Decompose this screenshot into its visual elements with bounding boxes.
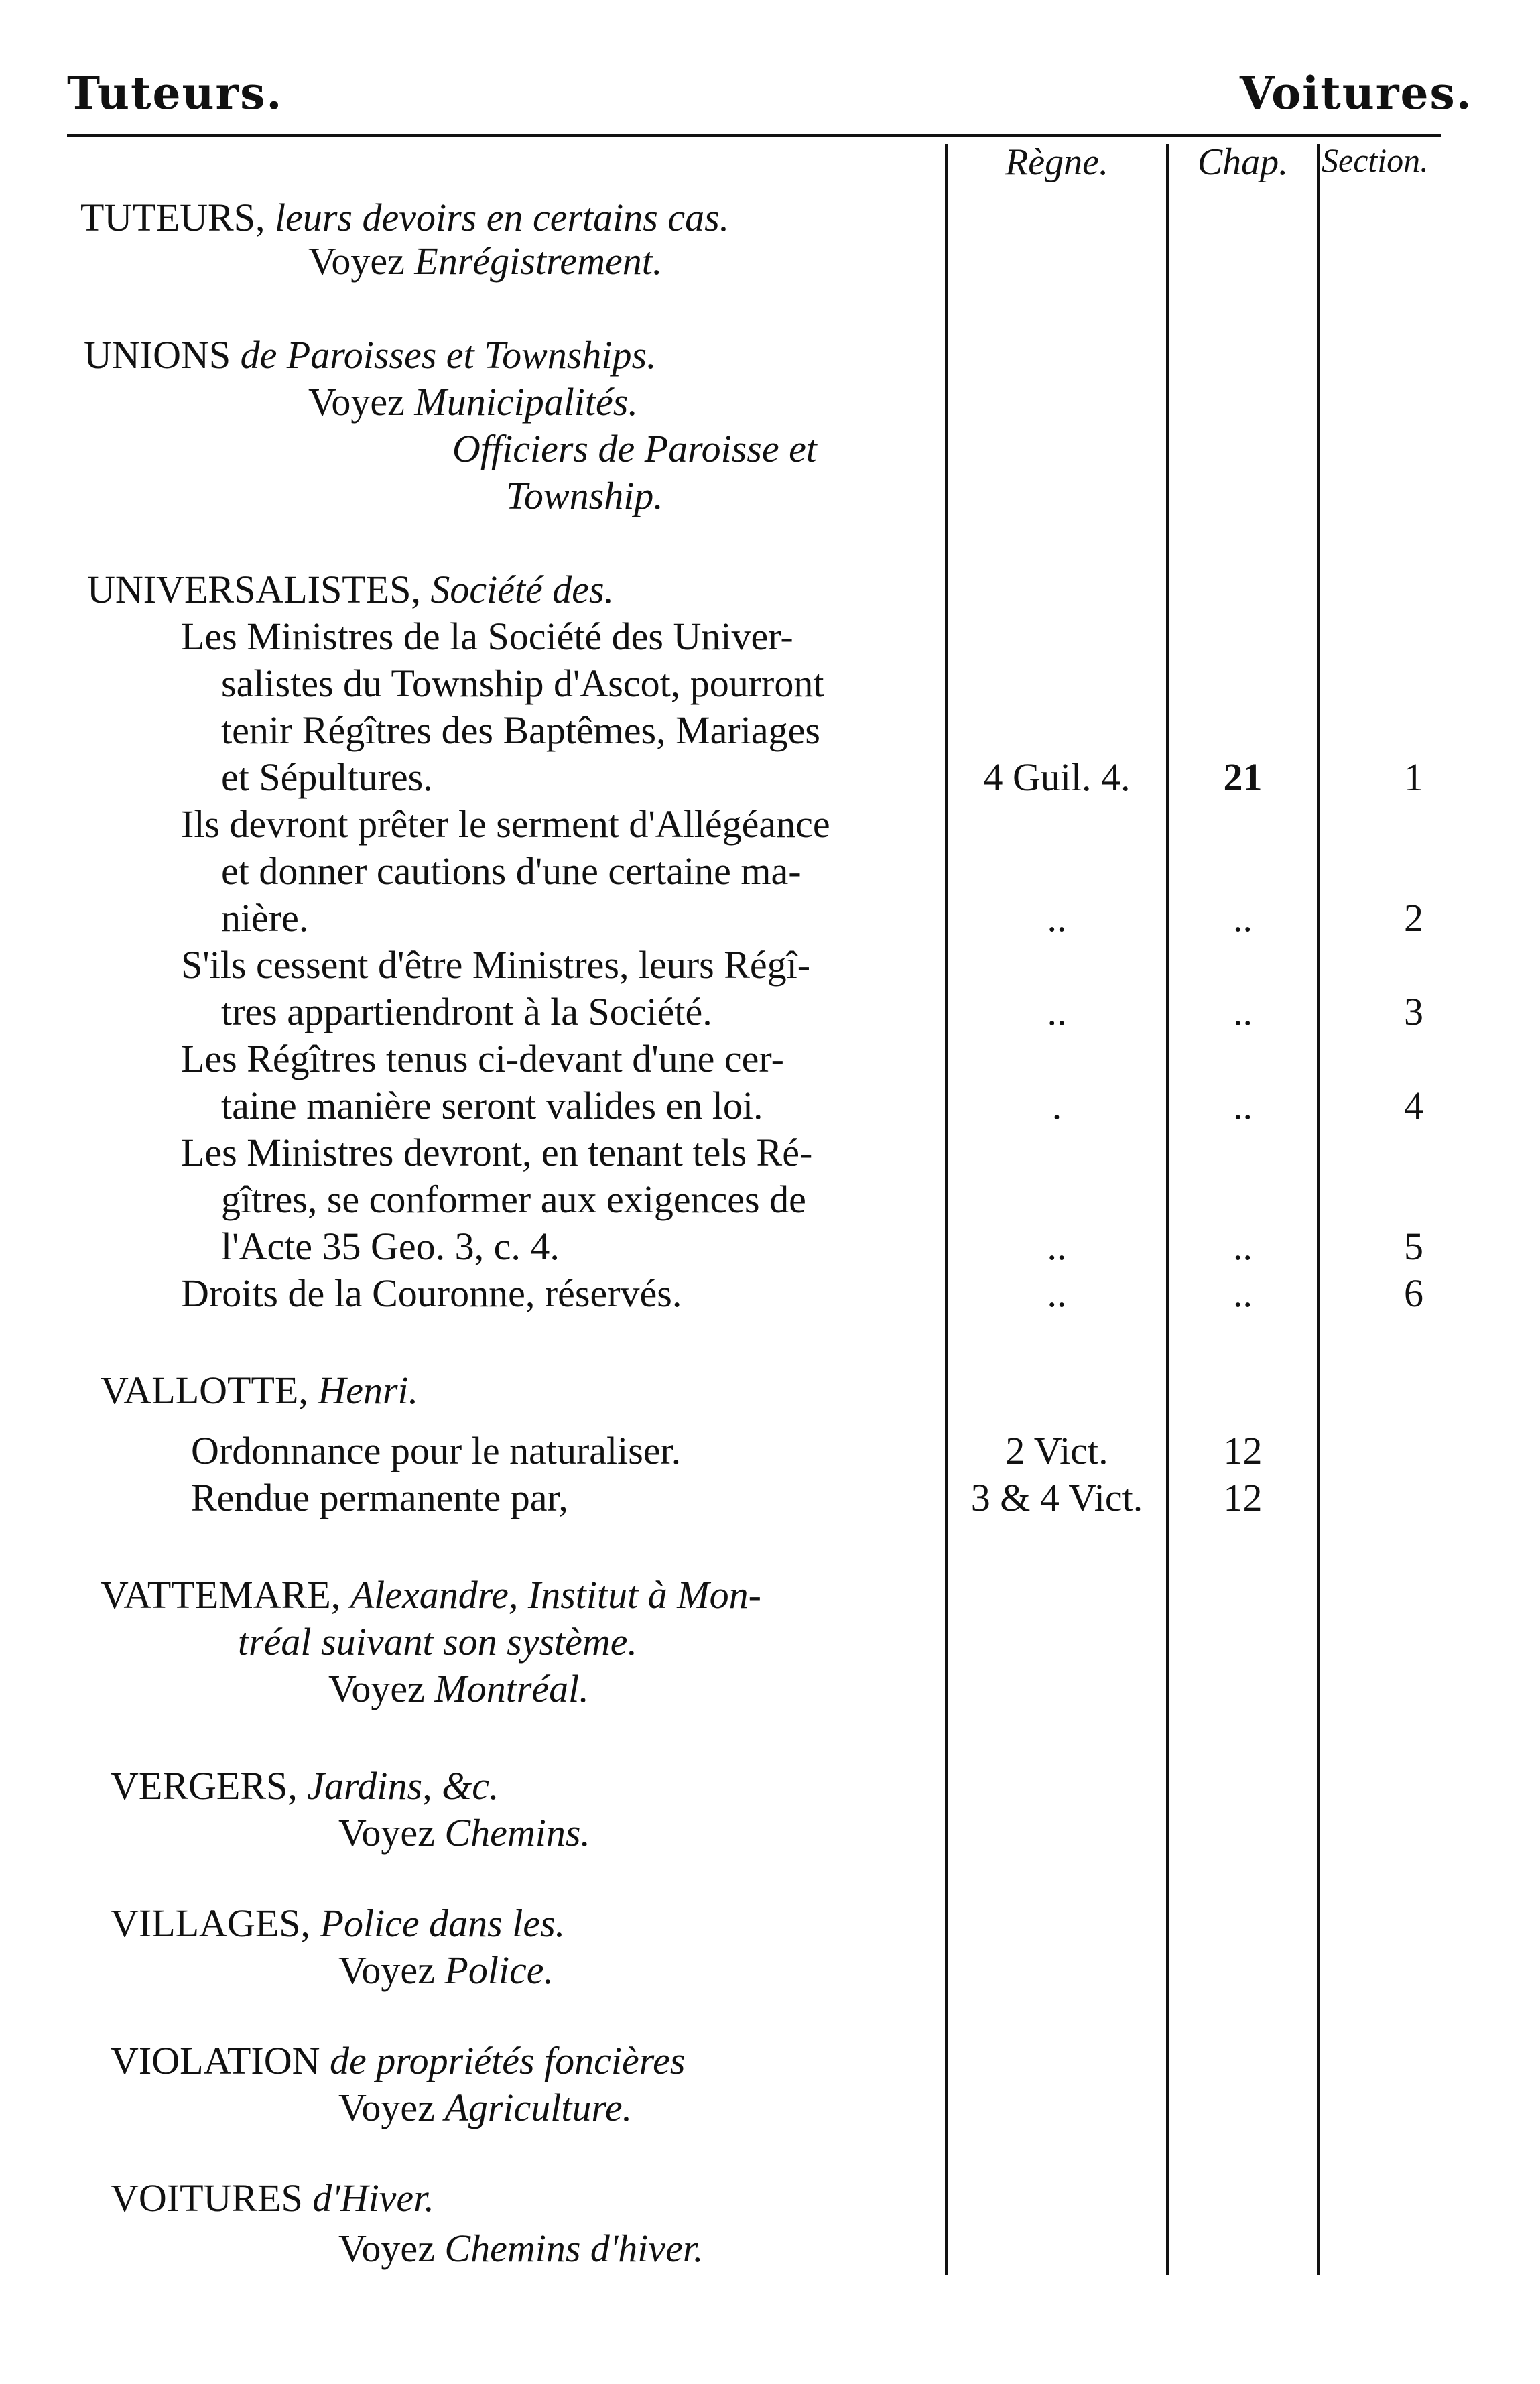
column-rule-chap	[1166, 144, 1169, 2275]
column-heading-regne: Règne.	[1005, 141, 1108, 183]
column-heading-section: Section.	[1322, 141, 1429, 179]
entry-line	[111, 1763, 499, 1810]
entry-head: TUTEURS,	[80, 196, 265, 239]
entry-line	[87, 566, 614, 613]
column-heading-chap: Chap.	[1197, 141, 1289, 183]
entry-subject: Henri.	[318, 1369, 419, 1412]
cross-reference	[328, 1666, 589, 1712]
regne-cell: 3 & 4 Vict.	[970, 1476, 1143, 1519]
paragraph-line: Ils devront prêter le serment d'Allégéance	[181, 802, 830, 846]
section-cell: 4	[1404, 1084, 1423, 1127]
reference-target: Municipalités.	[414, 380, 638, 424]
reference-target: Agriculture.	[444, 2086, 633, 2129]
running-header-left: Tuteurs.	[67, 67, 283, 119]
paragraph-line: tres appartiendront à la Société.	[221, 990, 712, 1033]
entry-subject: de Paroisses et Townships.	[240, 333, 657, 377]
entry-head: VALLOTTE,	[101, 1369, 308, 1412]
cross-reference	[338, 1810, 590, 1857]
reference-target: Enrégistrement.	[414, 239, 663, 283]
entry-subject: d'Hiver.	[312, 2176, 434, 2220]
entry-line	[80, 194, 729, 241]
paragraph-line: et donner cautions d'une certaine ma-	[221, 849, 801, 893]
paragraph-line: tenir Régîtres des Baptêmes, Mariages	[221, 708, 820, 752]
entry-head: VILLAGES,	[111, 1901, 311, 1945]
cross-reference	[308, 379, 638, 426]
paragraph-line: gîtres, se conformer aux exigences de	[221, 1178, 806, 1221]
section-cell: 3	[1404, 990, 1423, 1033]
entry-subject: leurs devoirs en certains cas.	[275, 196, 730, 239]
paragraph-line: l'Acte 35 Geo. 3, c. 4.	[221, 1225, 560, 1268]
voyez-label: Voyez	[338, 1948, 435, 1992]
chap-cell: ..	[1233, 896, 1253, 940]
entry-head: UNIVERSALISTES,	[87, 568, 421, 611]
regne-cell: 2 Vict.	[1005, 1429, 1108, 1472]
reference-target: Montréal.	[434, 1667, 589, 1710]
header-rule	[67, 134, 1441, 137]
chap-cell: 21	[1223, 755, 1263, 799]
section-cell: 2	[1404, 896, 1423, 940]
entry-subject: tréal suivant son système.	[238, 1620, 638, 1664]
chap-cell: ..	[1233, 990, 1253, 1033]
voyez-label: Voyez	[338, 2086, 435, 2129]
paragraph-line: Les Ministres de la Société des Univer-	[181, 615, 793, 658]
voyez-label: Voyez	[308, 239, 405, 283]
chap-cell: 12	[1223, 1429, 1263, 1472]
cross-reference	[338, 1947, 554, 1994]
column-rule-section	[1317, 144, 1320, 2275]
reference-target: Chemins d'hiver.	[444, 2226, 704, 2270]
cross-reference	[338, 2225, 704, 2272]
entry-head: VOITURES	[111, 2176, 303, 2220]
regne-cell: ..	[1047, 990, 1067, 1033]
entry-line	[101, 1367, 418, 1414]
paragraph-line: S'ils cessent d'être Ministres, leurs Régî-	[181, 943, 811, 987]
voyez-label: Voyez	[328, 1667, 425, 1710]
section-cell: 6	[1404, 1271, 1423, 1315]
reference-target: Chemins.	[444, 1811, 590, 1855]
entry-line	[84, 332, 657, 379]
paragraph-line: Les Régîtres tenus ci-devant d'une cer-	[181, 1037, 784, 1080]
running-header-right: Voitures.	[1240, 67, 1473, 119]
voyez-label: Voyez	[338, 1811, 435, 1855]
regne-cell: ..	[1047, 896, 1067, 940]
chap-cell: 12	[1223, 1476, 1263, 1519]
reference-target: Police.	[444, 1948, 554, 1992]
entry-line	[101, 1572, 761, 1619]
voyez-label: Voyez	[338, 2226, 435, 2270]
entry-line	[111, 2037, 685, 2084]
entry-subject: Jardins, &c.	[307, 1764, 499, 1808]
reference-target: Officiers de Paroisse et	[452, 427, 817, 470]
paragraph-line: Ordonnance pour le naturaliser.	[191, 1429, 682, 1472]
entry-head: VERGERS,	[111, 1764, 298, 1808]
entry-subject: Alexandre, Institut à Mon-	[350, 1573, 761, 1617]
paragraph-line: taine manière seront valides en loi.	[221, 1084, 763, 1127]
entry-head: UNIONS	[84, 333, 231, 377]
entry-line	[111, 1900, 565, 1947]
entry-subject: de propriétés foncières	[330, 2039, 686, 2082]
entry-subject: Police dans les.	[320, 1901, 566, 1945]
paragraph-line: nière.	[221, 896, 309, 940]
section-cell: 5	[1404, 1225, 1423, 1268]
paragraph-line: Rendue permanente par,	[191, 1476, 568, 1519]
regne-cell: 4 Guil. 4.	[983, 755, 1131, 799]
column-rule-regne	[945, 144, 948, 2275]
entry-subject: Société des.	[430, 568, 615, 611]
section-cell: 1	[1404, 755, 1423, 799]
paragraph-line: salistes du Township d'Ascot, pourront	[221, 662, 824, 705]
entry-head: VATTEMARE,	[101, 1573, 341, 1617]
chap-cell: ..	[1233, 1225, 1253, 1268]
cross-reference	[338, 2084, 632, 2131]
entry-head: VIOLATION	[111, 2039, 320, 2082]
regne-cell: .	[1051, 1084, 1062, 1127]
paragraph-line: Droits de la Couronne, réservés.	[181, 1271, 682, 1315]
paragraph-line: et Sépultures.	[221, 755, 433, 799]
regne-cell: ..	[1047, 1225, 1067, 1268]
regne-cell: ..	[1047, 1271, 1067, 1315]
paragraph-line: Les Ministres devront, en tenant tels Ré-	[181, 1131, 813, 1174]
cross-reference	[308, 238, 662, 285]
reference-target: Township.	[506, 474, 663, 517]
chap-cell: ..	[1233, 1271, 1253, 1315]
voyez-label: Voyez	[308, 380, 405, 424]
entry-line	[111, 2175, 434, 2222]
chap-cell: ..	[1233, 1084, 1253, 1127]
